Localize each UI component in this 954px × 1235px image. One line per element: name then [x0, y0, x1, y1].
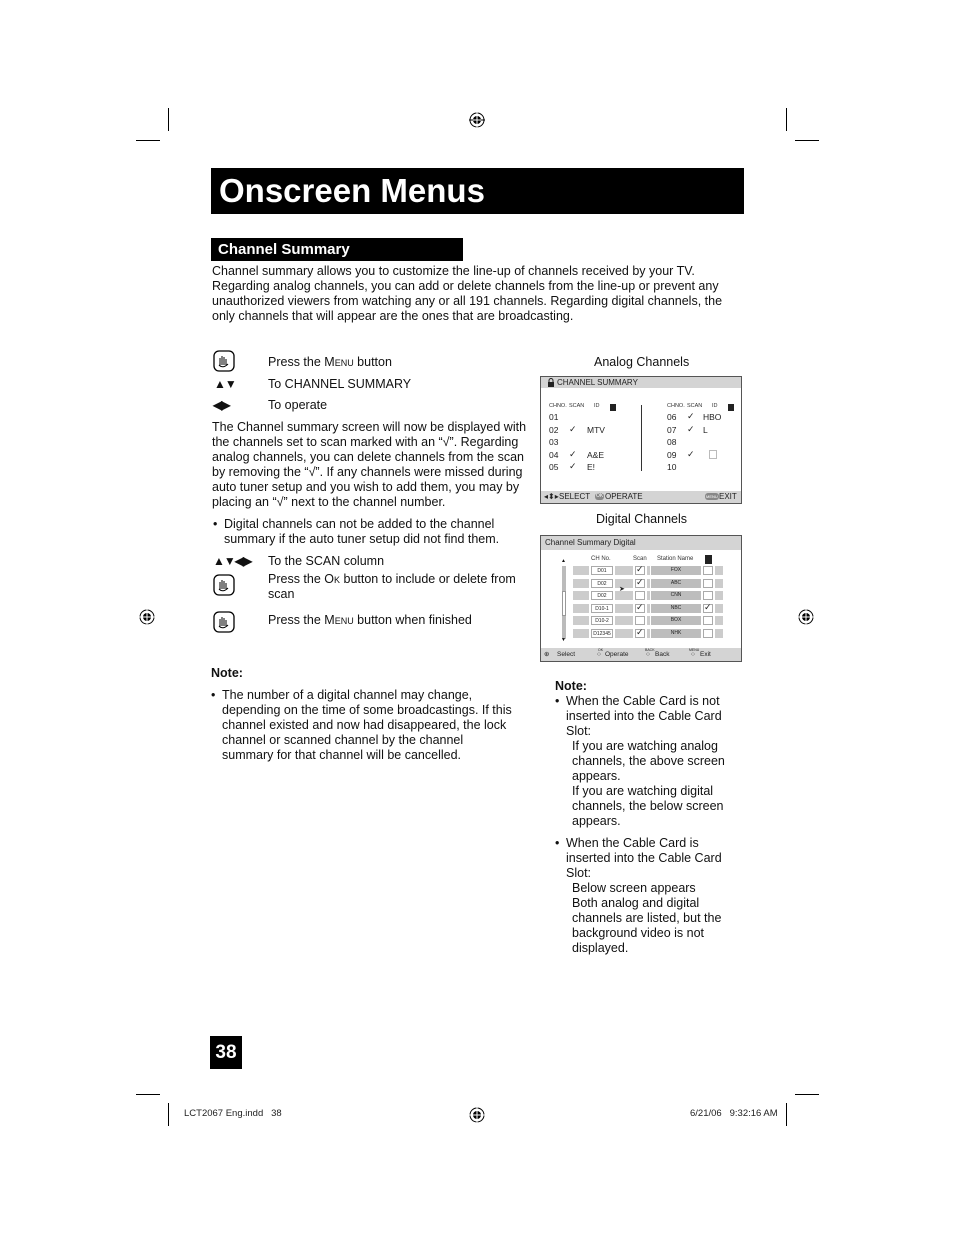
registration-mark-icon [469, 112, 485, 128]
lock-icon [705, 555, 712, 564]
footer-file-info: LCT2067 Eng.indd 38 [184, 1108, 282, 1119]
analog-channel-id: L [703, 424, 708, 435]
lock-cell [703, 629, 713, 638]
note-right-title: Note: [555, 679, 587, 693]
back-button-icon: ○ [646, 651, 650, 658]
row-shade [615, 616, 633, 625]
digital-header-title: Channel Summary Digital [545, 538, 636, 547]
footer-operate-label: OPERATE [605, 492, 643, 501]
digital-station-name: NHK [651, 629, 701, 638]
analog-channel-number: 03 [549, 437, 559, 447]
row-shade [647, 629, 650, 638]
digital-station-name: FOX [651, 566, 701, 575]
page-title: Onscreen Menus [211, 168, 744, 214]
lock-cell [703, 591, 713, 600]
step-to-scan-column: To the SCAN column [268, 554, 385, 568]
select-dpad-icon: ⊕ [544, 651, 550, 658]
analog-channel-number: 02 [549, 424, 559, 435]
analog-caption: Analog Channels [594, 355, 690, 369]
note-right-sub-1: If you are watching analog channels, the above screen appears. [572, 739, 725, 783]
check-icon: ✓ [569, 461, 577, 471]
digital-channel-screen [540, 535, 742, 662]
analog-col-chno: CHNO. [549, 403, 567, 409]
row-shade [647, 591, 650, 600]
digital-station-name: CNN [651, 591, 701, 600]
digital-channel-number: D10-2 [591, 616, 613, 625]
lock-cell [703, 579, 713, 588]
crop-mark [168, 108, 169, 131]
lock-cell [703, 566, 713, 575]
cursor-icon: ➤ [619, 586, 625, 593]
crop-mark [136, 1094, 160, 1095]
analog-channel-number: 10 [667, 462, 677, 472]
check-icon: ✓ [636, 564, 644, 574]
step-text-smallcaps: enu [334, 613, 354, 627]
note-right-bullet-2: • When the Cable Card is inserted into the Cable Card Slot: [566, 836, 736, 881]
remote-hand-icon [213, 350, 235, 372]
row-shade [647, 604, 650, 613]
row-shade [715, 604, 723, 613]
left-right-arrows-icon: ◀▶ [213, 398, 230, 412]
analog-channel-number: 01 [549, 412, 559, 422]
row-shade [573, 579, 589, 588]
analog-channel-id: A&E [587, 449, 605, 460]
analog-header-bar [541, 377, 741, 388]
select-arrows-icon: ◂⬍▸ [544, 492, 559, 501]
crop-mark [168, 1103, 169, 1126]
registration-mark-icon [798, 609, 814, 625]
row-shade [573, 566, 589, 575]
note-right-sub-4: Both analog and digital channels are listed, but the background video is not displayed. [572, 896, 722, 955]
crop-mark [795, 140, 819, 141]
analog-channel-id: HBO [703, 412, 722, 422]
check-icon: ✓ [569, 448, 577, 459]
digital-channel-number: D02 [591, 591, 613, 600]
lock-icon [610, 404, 616, 411]
check-icon: ✓ [687, 448, 695, 459]
channel-summary-description: The Channel summary screen will now be displayed with the channels set to scan marked with an “√”. Regarding analog channels, you can delete channels from the scan by removing the “√”. If any channels were missed during auto tuner setup and you wish to add them, you may by placing an “√” next to the channel number. [212, 420, 527, 509]
footer-select-label: Select [557, 651, 576, 658]
step-text-smallcaps: k [334, 572, 341, 586]
note-right-bullet-1: • When the Cable Card is not inserted into the Cable Card Slot: [566, 694, 736, 739]
row-shade [573, 604, 589, 613]
row-shade [715, 629, 723, 638]
row-shade [715, 591, 723, 600]
row-shade [647, 616, 650, 625]
analog-channel-number: 06 [667, 412, 677, 422]
step-text: Press the M [268, 355, 335, 369]
step-press-ok [268, 572, 528, 602]
analog-channel-number: 07 [667, 424, 677, 435]
scan-cell [635, 616, 645, 625]
lock-icon [728, 404, 734, 411]
scrollbar-thumb [562, 591, 566, 616]
note-right-sub-3: Below screen appears [572, 881, 696, 895]
analog-channel-number: 04 [549, 449, 559, 460]
crop-mark [136, 140, 160, 141]
digital-channel-number: D01 [591, 566, 613, 575]
analog-col-chno: CHNO. [667, 403, 685, 409]
menu-key-label: MENU [689, 648, 700, 652]
digital-channel-number: D12345 [591, 629, 613, 638]
row-shade [647, 579, 650, 588]
note-right-sub-2: If you are watching digital channels, the below screen appears. [572, 784, 724, 828]
step-to-channel-summary: To CHANNEL SUMMARY [268, 377, 412, 391]
digital-station-name: BOX [651, 616, 701, 625]
page-number: 38 [210, 1036, 242, 1069]
digital-header-bar [541, 536, 741, 550]
footer-exit-label: Exit [700, 651, 711, 658]
check-icon: ✓ [636, 601, 644, 612]
check-icon: ✓ [636, 626, 644, 637]
menu-key-badge: MENU [706, 494, 718, 499]
row-shade [573, 591, 589, 600]
row-shade [647, 566, 650, 575]
digital-channel-number: D10-1 [591, 604, 613, 613]
registration-mark-icon [139, 609, 155, 625]
digital-col-scan: Scan [633, 556, 647, 562]
ok-button-icon: ○ [597, 651, 601, 658]
check-icon: ✓ [687, 423, 695, 434]
footer-operate-label: Operate [605, 651, 629, 658]
row-shade [615, 604, 633, 613]
check-icon: ✓ [687, 411, 695, 421]
check-icon: ✓ [569, 423, 577, 434]
lock-cell [703, 616, 713, 625]
row-shade [615, 629, 633, 638]
note-left-title: Note: [211, 666, 243, 680]
digital-channel-number: D02 [591, 579, 613, 588]
digital-col-chno: CH No. [591, 556, 611, 562]
digital-col-station: Station Name [657, 556, 694, 562]
row-shade [715, 616, 723, 625]
intro-paragraph: Channel summary allows you to customize the line-up of channels received by your TV. Regarding analog channels, you can add or delete channels from the line-up or prevent any unauthorized viewers from watching any or all 191 channels. Regarding digital channels, the only channels that will appear are the ones that are broadcasting. [212, 264, 723, 323]
four-way-arrows-icon: ▲▼◀▶ [213, 554, 252, 568]
note-left-bullet: • The number of a digital channel may change, depending on the time of some broadcastings. If this channel existed and now had disappeared, the lock channel or scanned channel by the channel summary for that channel will be cancelled. [222, 688, 512, 763]
step-press-menu-finished [268, 613, 472, 628]
scrollbar-down-arrow: ▼ [561, 637, 566, 643]
menu-button-icon: ○ [691, 651, 695, 658]
footer-back-label: Back [655, 651, 670, 658]
up-down-arrows-icon: ▲▼ [214, 377, 236, 391]
step-press-menu [268, 355, 392, 370]
step-text: button when finished [353, 613, 472, 627]
crop-mark [786, 108, 787, 131]
step-text: Press the O [268, 572, 334, 586]
remote-hand-icon [213, 611, 235, 633]
analog-col-id: ID [712, 403, 718, 409]
registration-mark-icon [469, 1107, 485, 1123]
scrollbar-up-arrow: ▲ [561, 558, 566, 564]
digital-caption: Digital Channels [596, 512, 688, 526]
analog-footer-bar [541, 491, 741, 503]
row-shade [573, 629, 589, 638]
analog-channel-id: MTV [587, 424, 605, 435]
analog-channel-id: E! [587, 462, 596, 472]
footer-select-label: SELECT [559, 492, 591, 501]
lock-icon [547, 378, 555, 387]
empty-box [709, 450, 717, 459]
analog-channel-screen [540, 376, 742, 504]
analog-col-id: ID [594, 403, 600, 409]
analog-col-scan: SCAN [687, 403, 703, 409]
back-key-label: BACK [645, 648, 655, 652]
digital-station-name: ABC [651, 579, 701, 588]
step-to-operate: To operate [268, 398, 328, 412]
analog-col-scan: SCAN [569, 403, 585, 409]
digital-bullet: • Digital channels can not be added to the channel summary if the auto tuner setup did not find them. [224, 517, 514, 547]
row-shade [715, 566, 723, 575]
row-shade [615, 566, 633, 575]
row-shade [715, 579, 723, 588]
scan-cell [635, 591, 645, 600]
remote-hand-icon [213, 574, 235, 596]
step-text: button [353, 355, 392, 369]
crop-mark [795, 1094, 819, 1095]
ok-key-badge: OK [596, 493, 604, 499]
step-text-smallcaps: enu [334, 355, 354, 369]
step-text: button to include or delete from scan [268, 572, 516, 601]
digital-station-name: NBC [651, 604, 701, 613]
column-divider [641, 405, 642, 471]
step-text: Press the M [268, 613, 335, 627]
analog-channel-number: 08 [667, 437, 677, 447]
row-shade [573, 616, 589, 625]
digital-footer-bar [541, 648, 741, 661]
analog-header-title: CHANNEL SUMMARY [557, 378, 638, 387]
ok-key-label: OK [598, 648, 604, 652]
check-icon: ✓ [636, 576, 644, 587]
analog-channel-number: 05 [549, 462, 559, 472]
footer-exit-label: EXIT [719, 492, 737, 501]
check-icon: ✓ [704, 601, 712, 612]
section-title: Channel Summary [211, 238, 463, 261]
footer-timestamp: 6/21/06 9:32:16 AM [690, 1108, 778, 1119]
crop-mark [786, 1103, 787, 1126]
analog-channel-number: 09 [667, 449, 677, 460]
